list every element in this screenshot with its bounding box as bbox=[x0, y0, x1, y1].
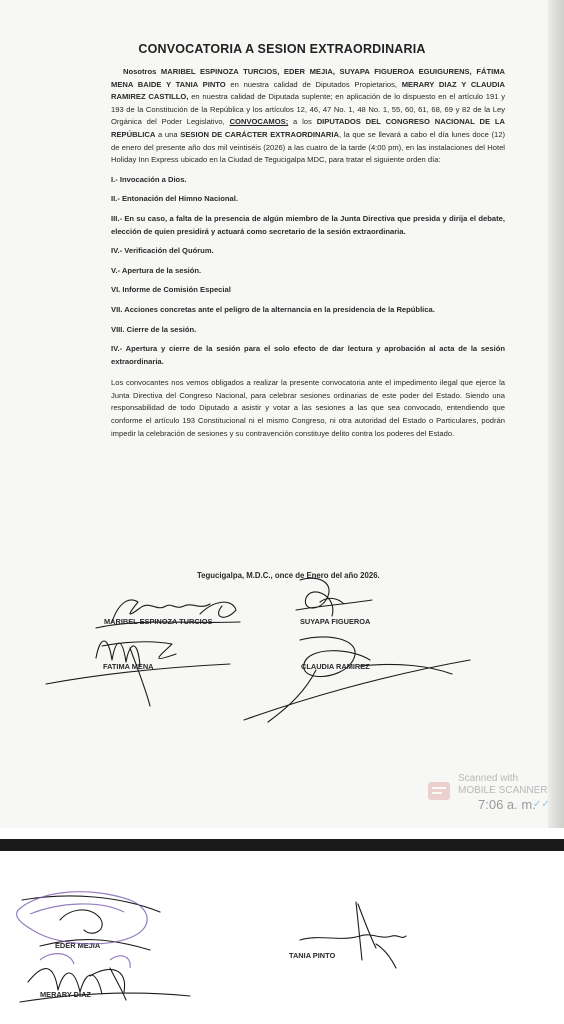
agenda-item: V.- Apertura de la sesión. bbox=[111, 265, 202, 275]
agenda-item: VI. Informe de Comisión Especial bbox=[111, 285, 231, 295]
scanner-watermark bbox=[458, 773, 547, 797]
signature-name-suyapa: SUYAPA FIGUEROA bbox=[300, 617, 371, 626]
a-una: a una bbox=[155, 129, 181, 139]
agenda-item: IV.- Verificación del Quórum. bbox=[111, 246, 214, 256]
image-separator-bar bbox=[0, 839, 564, 851]
agenda-item: VIII. Cierre de la sesión. bbox=[111, 324, 197, 334]
place-date: Tegucigalpa, M.D.C., once de Enero del año 2026. bbox=[197, 571, 380, 580]
message-timestamp: 7:06 a. m. bbox=[478, 797, 536, 812]
agenda-item: III.- En su caso, a falta de la presencia de algún miembro de la Junta Directiva que presida y dirija el debate, elección de quien presidirá y actuará como secretario de la sesión extraordinaria. bbox=[111, 213, 505, 236]
diputados-text: DIPUTADOS DEL CONGRESO NACIONAL DE LA REPÚBLICA bbox=[111, 117, 506, 139]
scanner-line-1: Scanned with bbox=[458, 773, 519, 784]
closing-paragraph: Los convocantes nos vemos obligados a realizar la presente convocatoria ante el impedimento ilegal que ejerce la Junta Directiva del Congreso Nacional, para celebrar sesiones ordinarias de este poder del Estado. Siendo una responsabilidad de todo Diputado a asistir y votar a las sesiones a las que sea convocado, entendiendo que conforme el artículo 193 Constitucional ni el mismo Congreso, ni otra autoridad del Estado o Particulares, podrán impedir la celebración de sesiones y su contravención constituye delito contra los poderes del Estado. bbox=[111, 378, 505, 438]
stamp-merary-icon bbox=[40, 954, 130, 968]
convocamos-word: CONVOCAMOS; bbox=[229, 117, 289, 127]
document-body bbox=[111, 66, 505, 440]
signature-name-eder: EDER MEJIA bbox=[55, 941, 101, 950]
scanner-logo-icon bbox=[426, 778, 452, 804]
page-edge-shadow bbox=[548, 0, 564, 828]
signature-name-merary: MERARY DIAZ bbox=[40, 990, 91, 999]
role-2: en nuestra calidad de Diputada suplente; en aplicación de lo dispuesto en el artículo 191 y 193 de la Constitución de la República y los artículos 12, 46, 47 No. 1, 48 No. 1, 55, 60, 61, 68, 69 y 82 de la Ley Orgánica del Poder Legislativo, bbox=[111, 92, 505, 127]
read-receipt-icon: ✓✓ bbox=[533, 799, 550, 810]
intro-rest: , la que se llevará a cabo el día lunes doce (12) de enero del presente año dos mil veintiséis (2026) a las cuatro de la tarde (4:00 pm), en las instalaciones del Hotel Holiday Inn Express ubicado en la Ciudad de Tegucigalpa MDC, para tratar el siguiente orden día: bbox=[111, 129, 505, 165]
role-1: en nuestra calidad de Diputados Propietarios, bbox=[225, 79, 402, 89]
a-los: a los bbox=[288, 117, 317, 127]
agenda-item: II.- Entonación del Himno Nacional. bbox=[111, 194, 238, 204]
signature-name-claudia: CLAUDIA RAMIREZ bbox=[301, 662, 370, 671]
signers-2: MERARY DIAZ Y CLAUDIA RAMIREZ CASTILLO, bbox=[111, 79, 505, 102]
agenda-item: VII. Acciones concretas ante el peligro de la alternancia en la presidencia de la República. bbox=[111, 304, 435, 314]
signature-name-tania: TANIA PINTO bbox=[289, 951, 336, 960]
document-title: CONVOCATORIA A SESION EXTRAORDINARIA bbox=[138, 42, 426, 56]
scanner-line-2: MOBILE SCANNER bbox=[458, 785, 548, 796]
signers-1: Nosotros MARIBEL ESPINOZA TURCIOS, EDER MEJIA, SUYAPA FIGUEROA EGUIGURENS, FÁTIMA MENA BAIDE Y TANIA PINTO bbox=[111, 67, 505, 89]
stamp-eder-icon bbox=[17, 892, 148, 944]
agenda-item: I.- Invocación a Dios. bbox=[111, 174, 187, 184]
signature-name-fatima: FATIMA MENA bbox=[103, 662, 154, 671]
sesion-text: SESION DE CARÁCTER EXTRAORDINARIA bbox=[180, 129, 339, 139]
agenda-item: IV.- Apertura y cierre de la sesión para el solo efecto de dar lectura y aprobación al acta de la sesión extraordinaria. bbox=[111, 344, 505, 366]
intro-paragraph bbox=[111, 66, 505, 167]
signature-name-maribel: MARIBEL ESPINOZA TURCIOS bbox=[104, 617, 213, 626]
